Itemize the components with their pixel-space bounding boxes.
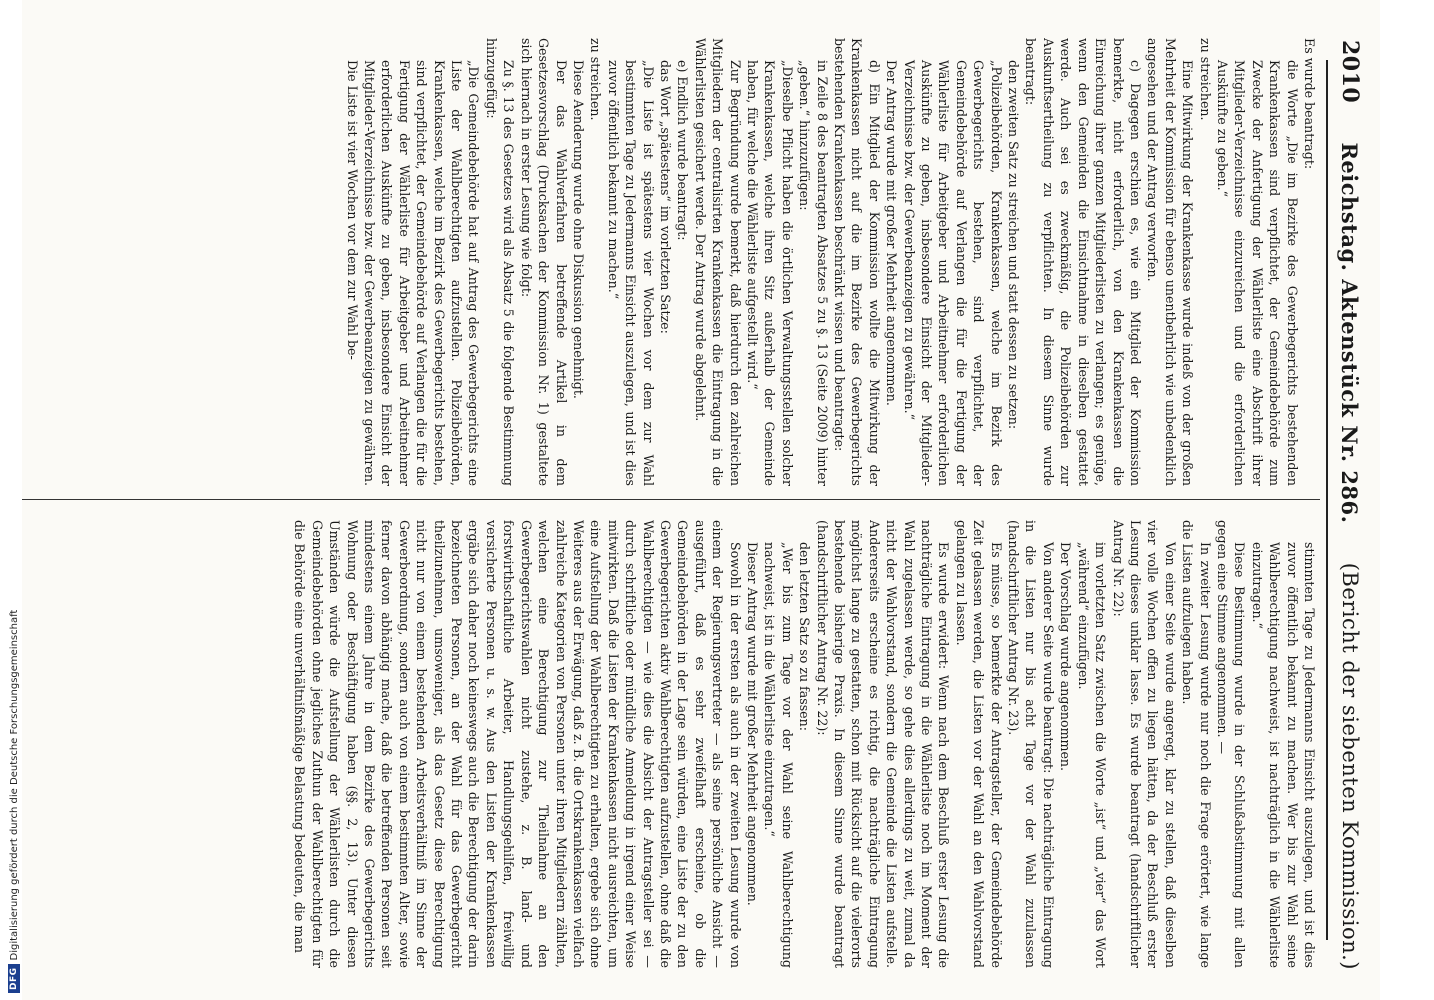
paragraph: Der Antrag wurde mit großer Mehrheit angenommen.	[884, 60, 900, 406]
right-column	[18, 520, 1318, 968]
page-number: 2010	[1337, 40, 1363, 104]
paragraph: das Wort „spätestens“ im vorletzten Satze:	[657, 60, 673, 334]
paragraph: c) Dagegen erschien es, wie ein Mitglied der Kommission bemerkte, nicht erforderlich, von den Krankenkassen die Einreichung ihrer ganzen Mitgliederlisten zu verlangen; es genüge, wenn den Gemeinden die Einsichtnahme in dieselben gestattet werde. Auch sei es zweckmäßig, die Polizeibehörden zur Auskunftsertheilung zu verpflichten. In diesem Sinne wurde beantragt:	[1023, 38, 1143, 486]
digitization-credit: Digitalisierung gefördert durch die Deutsche Forschungsgemeinschaft	[8, 609, 20, 961]
paragraph: Von einer Seite wurde angeregt, klar zu stellen, daß dieselben vier volle Wochen offen zu liegen hätten, da der Beschluß erster Lesung dieses unklar lasse. Es wurde beantragt (handschriftlicher Antrag Nr. 22):	[1110, 520, 1178, 968]
paragraph: zu streichen.	[1197, 38, 1213, 121]
paragraph: „Die Gemeindebehörde hat auf Antrag des Gewerbegerichts eine Liste der Wahlberechtigten aufzustellen. Polizeibehörden, Krankenkassen, welche im Bezirk des Gewerbegerichts bestehen, sind verpflichtet, der Gemeindebehörde auf Verlangen die für die Fertigung der Wählerliste für Arbeitgeber und Arbeitnehmer erforderlichen Auskünfte zu geben, insbesondere Einsicht der Mitglieder-Verzeichnisse bzw. der Gewerbeanzeigen zu gewähren. Die Liste ist vier Wochen vor dem zur Wahl be-	[344, 60, 482, 486]
paragraph: den zweiten Satz zu streichen und statt dessen zu setzen:	[1006, 60, 1022, 430]
paragraph: Diese Bestimmung wurde in der Schlußabstimmung mit allen gegen eine Stimme angenommen. —	[1214, 520, 1248, 968]
paragraph: Sowohl in der ersten als auch in der zweiten Lesung wurde von einem der Regierungsvertreter — als seine persönliche Ansicht — ausgeführt, daß es sehr zweifelhaft erscheine, ob die Gemeindebehörden in der Lage sein würden, eine Liste der zu den Gewerbegerichten aktiv Wahlberechtigten aufzustellen, ohne daß die Wahlberechtigten — wie dies die Absicht der Antragsteller sei — durch schriftliche oder mündliche Anmeldung in irgend einer Weise mitwirkten. Daß die Listen der Krankenkassen nicht ausreichten, um eine Aufstellung der Wahlberechtigten zu erhalten, ergebe sich ohne Weiteres aus der Erwägung, daß z. B. die Ortskrankenkassen vielfach zahlreiche Kategorien von Personen unter ihren Mitgliedern zählten, welchen eine Berechtigung zur Theilnahme an den Gewerbegerichtswahlen nicht zustehe, z. B. land- und forstwirthschaftliche Arbeiter, Handlungsgehilfen, freiwillig versicherte Personen u. s. w. Aus den Listen der Krankenkassen ergäbe sich daher noch keineswegs auch die Berechtigung der darin bezeichneten Personen, an der Wahl für das Gewerbegericht theilzunehmen, umsoweniger, als das Gesetz diese Berechtigung nicht nur von einem bestehenden Arbeitsverhältniß im Sinne der Gewerbeordnung, sondern auch von einem bestimmten Alter, sowie ferner davon abhängig mache, daß die betreffenden Personen seit mindestens einem Jahre in dem Bezirke des Gewerbegerichts Wohnung oder Beschäftigung haben (§§. 2, 13). Unter diesen Umständen würde die Aufstellung der Wählerlisten durch die Gemeindebehörden ohne jegliches Zuthun der Wahlberechtigten für die Behörde eine unverhältnißmäßige Belastung bedeuten, die man	[292, 520, 743, 968]
page-subtitle: (Bericht der siebenten Kommission.)	[1338, 562, 1362, 970]
paragraph: e) Endlich wurde beantragt:	[675, 60, 691, 241]
paragraph: Dieser Antrag wurde mit großer Mehrheit angenommen.	[745, 542, 760, 906]
page-header	[1330, 40, 1370, 970]
paragraph: zu streichen.	[588, 38, 604, 121]
paragraph: Zur Begründung wurde bemerkt, daß hierdurch den zahlreichen Mitgliedern der centralisirten Krankenkassen die Eintragung in die Wählerlisten gesichert werde. Der Antrag wurde abgelehnt.	[692, 38, 743, 486]
paragraph: „Polizeibehörden, Krankenkassen, welche im Bezirk des Gewerbegerichts bestehen, sind verpflichtet, der Gemeindebehörde auf Verlangen die für die Fertigung der Wählerliste für Arbeitgeber und Arbeitnehmer erforderlichen Auskünfte zu geben, insbesondere Einsicht der Mitglieder-Verzeichnisse bzw. der Gewerbeanzeigen zu gewähren.“	[901, 60, 1004, 486]
paragraph: „Dieselbe Pflicht haben die örtlichen Verwaltungsstellen solcher Krankenkassen, welche ihren Sitz außerhalb der Gemeinde haben, für welche die Wählerliste aufgestellt wird.“	[745, 60, 795, 486]
paragraph: stimmten Tage zu Jedermanns Einsicht auszulegen, und ist dies zuvor öffentlich bekannt zu machen. Wer bis zur Wahl seine Wahlberechtigung nachweist, ist nachträglich in die Wählerliste einzutragen.“	[1249, 542, 1317, 968]
paragraph: In zweiter Lesung wurde nur noch die Frage erörtert, wie lange die Listen aufzulegen haben.	[1180, 520, 1213, 968]
paragraph: Es wurde erwidert: Wenn nach dem Beschluß erster Lesung die nachträgliche Eintragung in die Wählerliste noch im Moment der Wahl zugelassen werde, so gehe dies allerdings zu weit, zumal da nicht der Wahlvorstand, sondern die Gemeinde die Listen aufstelle. Andererseits erscheine es richtig, die nachträgliche Eintragung möglichst lange zu gestatten, schon mit Rücksicht auf die vielerorts bestehende bisherige Praxis. In diesem Sinne wurde beantragt (handschriftlicher Antrag Nr. 22):	[814, 520, 952, 968]
paragraph: Diese Aenderung wurde ohne Diskussion genehmigt.	[570, 60, 586, 399]
dfg-logo: DFG	[8, 964, 20, 993]
paragraph: im vorletzten Satz zwischen die Worte „ist“ und „vier“ das Wort „während“ einzufügen.	[1075, 542, 1109, 968]
column-divider	[10, 499, 1320, 500]
paragraph: die Worte „Die im Bezirke des Gewerbegerichts bestehenden Krankenkassen sind verpflichtet, der Gemeindebehörde zum Zwecke der Anfertigung der Wählerliste eine Abschrift ihrer Mitglieder-Verzeichnisse einzureichen und die erforderlichen Auskünfte zu geben.“	[1214, 60, 1300, 486]
paragraph: Es wurde beantragt:	[1302, 38, 1317, 170]
paragraph: Zu §. 13 des Gesetzes wird als Absatz 5 die folgende Bestimmung hinzugefügt:	[483, 38, 517, 486]
page-title: Reichstag. Aktenstück Nr. 286.	[1337, 142, 1363, 524]
paragraph: „Wer bis zum Tage vor der Wahl seine Wahlberechtigung nachweist, ist in die Wählerliste einzutragen.“	[762, 542, 795, 968]
paragraph: Der Vorschlag wurde angenommen.	[1058, 542, 1074, 772]
paragraph: „Die Liste ist spätestens vier Wochen vor dem zur Wahl bestimmten Tage zu Jedermanns Einsicht auszulegen, und ist dies zuvor öffentlich bekannt zu machen.“	[605, 60, 656, 486]
paragraph: Der das Wahlverfahren betreffende Artikel in dem Gesetzesvorschlag (Drucksachen der Kommission Nr. 1) gestaltete sich hiernach in erster Lesung wie folgt:	[518, 38, 569, 486]
paragraph: d) Ein Mitglied der Kommission wollte die Mitwirkung der Krankenkassen nicht auf die im Bezirke des Gewerbegerichts bestehenden Krankenkassen beschränkt wissen und beantragte:	[832, 38, 882, 486]
left-column	[18, 38, 1318, 486]
paragraph: Eine Mitwirkung der Krankenkasse wurde indeß von der großen Mehrheit der Kommission für ebenso unentbehrlich wie unbedenklich angesehen und der Antrag verworfen.	[1145, 38, 1196, 486]
paragraph: in Zeile 8 des beantragten Absatzes 5 zu §. 13 (Seite 2009) hinter „geben.“ hinzuzufügen:	[797, 60, 830, 486]
paragraph: Es müsse, so bemerkte der Antragsteller, der Gemeindebehörde Zeit gelassen werden, die Listen vor der Wahl an den Wahlvorstand gelangen zu lassen.	[953, 520, 1004, 968]
digitization-credit-strip	[0, 0, 22, 1000]
paragraph: den letzten Satz so zu fassen:	[797, 542, 813, 731]
paragraph: Von anderer Seite wurde beantragt: Die nachträgliche Eintragung in die Listen nur bis acht Tage vor der Wahl zuzulassen (handschriftlicher Antrag Nr. 23).	[1006, 520, 1056, 968]
header-rule	[1326, 60, 1328, 940]
